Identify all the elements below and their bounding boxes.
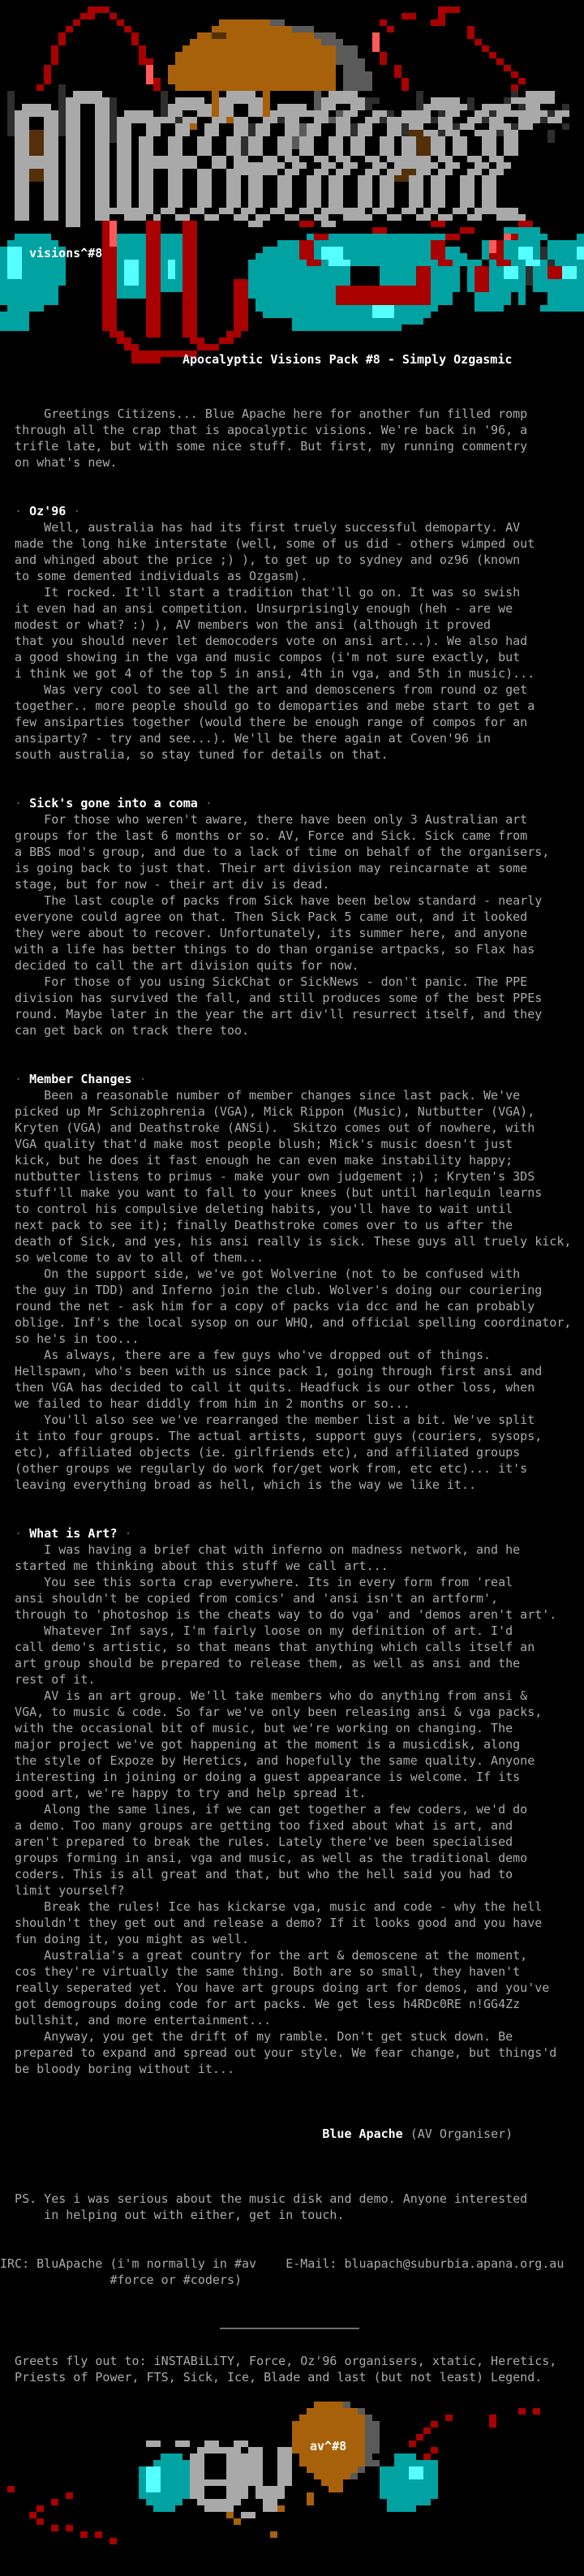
visions-label: visions^#8 xyxy=(29,246,103,260)
pack-title: Apocalyptic Visions Pack #8 - Simply Ozgasmic xyxy=(182,352,513,367)
body-text: Greetings Citizens... Blue Apache here for another fun filled romp through all the crap that is apocalyptic visions. We're back in '96, a trifle late, but with some nice stuff. But first, my running commentry on what's new. · Oz'96 · Well, australia has had its first truely successful demoparty. AV made the long hike interstate (well, some of us did - others wimped out and whinged about the price ;) ), to get up to sydney and oz96 (known to some demented individuals as Ozgasm). It rocked. It'll start a tradition that'll go on. It was so swish it even had an ansi competition. Unsurprisingly enough (heh - are we modest or what? :) ), AV members won the ansi (although it proved that you should never let democoders vote on ansi art...). We also had a good showing in the vga and music compos (i'm not sure exactly, but i think we got 4 of the top 5 in ansi, 4th in vga, and 5th in music)... Was very cool to see all the art and demosceners from round oz get together.. more people should go to demoparties and mebe start to get a few ansiparties together (would there be enough range of compos for an ansiparty? - try and see...). We'll be there again at Coven'96 in south australia, so stay tuned for details on that. · Sick's gone into a coma · For those who weren't aware, there have been only 3 Australian art groups for the last 6 months or so. AV, Force and Sick. Sick came from a BBS mod's group, and due to a lack of time on behalf of the organisers, is going back to just that. Their art division may reincarnate at some stage, but for now - their art div is dead. The last couple of packs from Sick have been below standard - nearly everyone could agree on that. Then Sick Pack 5 came out, and it looked they were about to recover. Unfortunately, its summer here, and anyone with a life has better things to do than organise artpacks, so Flax has decided to call the art division quits for now. For those of you using SickChat or SickNews - don't panic. The PPE division has survived the fall, and still produces some of the best PPEs round. Maybe later in the year the art div'll resurrect itself, and they can get back on track there too. · Member Changes · Been a reasonable number of member changes since last pack. We've picked up Mr Schizophrenia (VGA), Mick Rippon (Music), Nutbutter (VGA), Kryten (VGA) and Deathstroke (ANSi). Skitzo comes out of nowhere, with VGA quality that'd make most people blush; Mick's music doesn't just kick, but he does it fast enough he can even make instability happy; nutbutter listens to primus - make your own judgement ;) ; Kryten's 3DS stuff'll make you want to fall to your knees (but until harlequin learns to control his compulsive deleting habits, you'll have to wait until next pack to see it); finally Deathstroke comes over to us after the death of Sick, and yes, his ansi really is sick. These guys all truely kick, so welcome to av to all of them... On the support side, we've got Wolverine (not to be confused with the guy in TDD) and Inferno join the club. Wolver's doing our couriering round the net - ask him for a copy of packs via dcc and he can probably oblige. Inf's the local sysop on our WHQ, and official spelling coordinator, so he's in too... As always, there are a few guys who've dropped out of things. Hellspawn, who's been with us since pack 1, going through first ansi and then VGA has decided to call it quits. Headfuck is our other loss, when we failed to hear diddly from him in 2 months or so... You'll also see we've rearranged the member list a bit. We've split it into four groups. The actual artists, support guys (couriers, sysops, etc), affiliated objects (ie. girlfriends etc), and affiliated groups (other groups we regularly do work for/get work from, etc etc)... it's leaving everything broad as hell, which is the way we like it.. · What is Art? · I was having a brief chat with inferno on madness network, and he started me thinking about this stuff we call art... You see this sorta crap everywhere. Its in every form from 'real ansi shouldn't be copied from comics' and 'ansi isn't an artform', through to 'photoshop is the cheats way to do vga' and 'demos aren't art'. Whatever Inf says, I'm fairly loose on my definition of art. I'd call demo's artistic, so that means that anything which calls itself an art group should be prepared to release them, as well as ansi and the rest of it. AV is an art group. We'll take members who do anything from ansi & VGA, to music & code. So far we've only been releasing ansi & vga packs, with the occasional bit of music, but we're working on changing. The major project we've got happening at the moment is a musicdisk, along the style of Expoze by Heretics, and hopefully the same quality. Anyone interesting in joining or doing a guest appearance is welcome. If its good art, we're happy to try and help spread it. Along the same lines, if we can get together a few coders, we'd do a demo. Too many groups are getting too fixed about what is art, and aren't prepared to break the rules. Lately there've been specialised groups forming in ansi, vga and music, as well as the traditional demo coders. This is all great and that, but who the hell said you had to limit yourself? Break the rules! Ice has kickarse vga, music and code - why the hell shouldn't they get out and release a demo? If it looks good and you have fun doing it, you might as well. Australia's a great country for the art & demoscene at the moment, cos they're virtually the same thing. Both are so small, they haven't really seperated yet. You have art groups doing art for demos, and you've got demogroups doing code for art packs. We get less h4RDc0RE n!GG4Zz bullshit, and more entertainment... Anyway, you get the drift of my ramble. Don't get stuck down. Be prepared to expand and spread out your style. We fear change, but things'd be bloody boring without it... Blue Apache (AV Organiser) PS. Yes i was serious about the music disk and demo. Anyone interested in helping out with either, get in touch. IRC: BluApache (i'm normally in #av E-Mail: bluapach@suburbia.apana.org.au #force or #coders) ─────────────────── Greets fly out to: iNSTABiLiTY, Force, Oz'96 organisers, xtatic, Heretics, Priests of Power, FTS, Sick, Ice, Blade and last (but not least) Legend. xyxy=(0,406,572,2385)
av-label: av^#8 xyxy=(310,2439,347,2453)
